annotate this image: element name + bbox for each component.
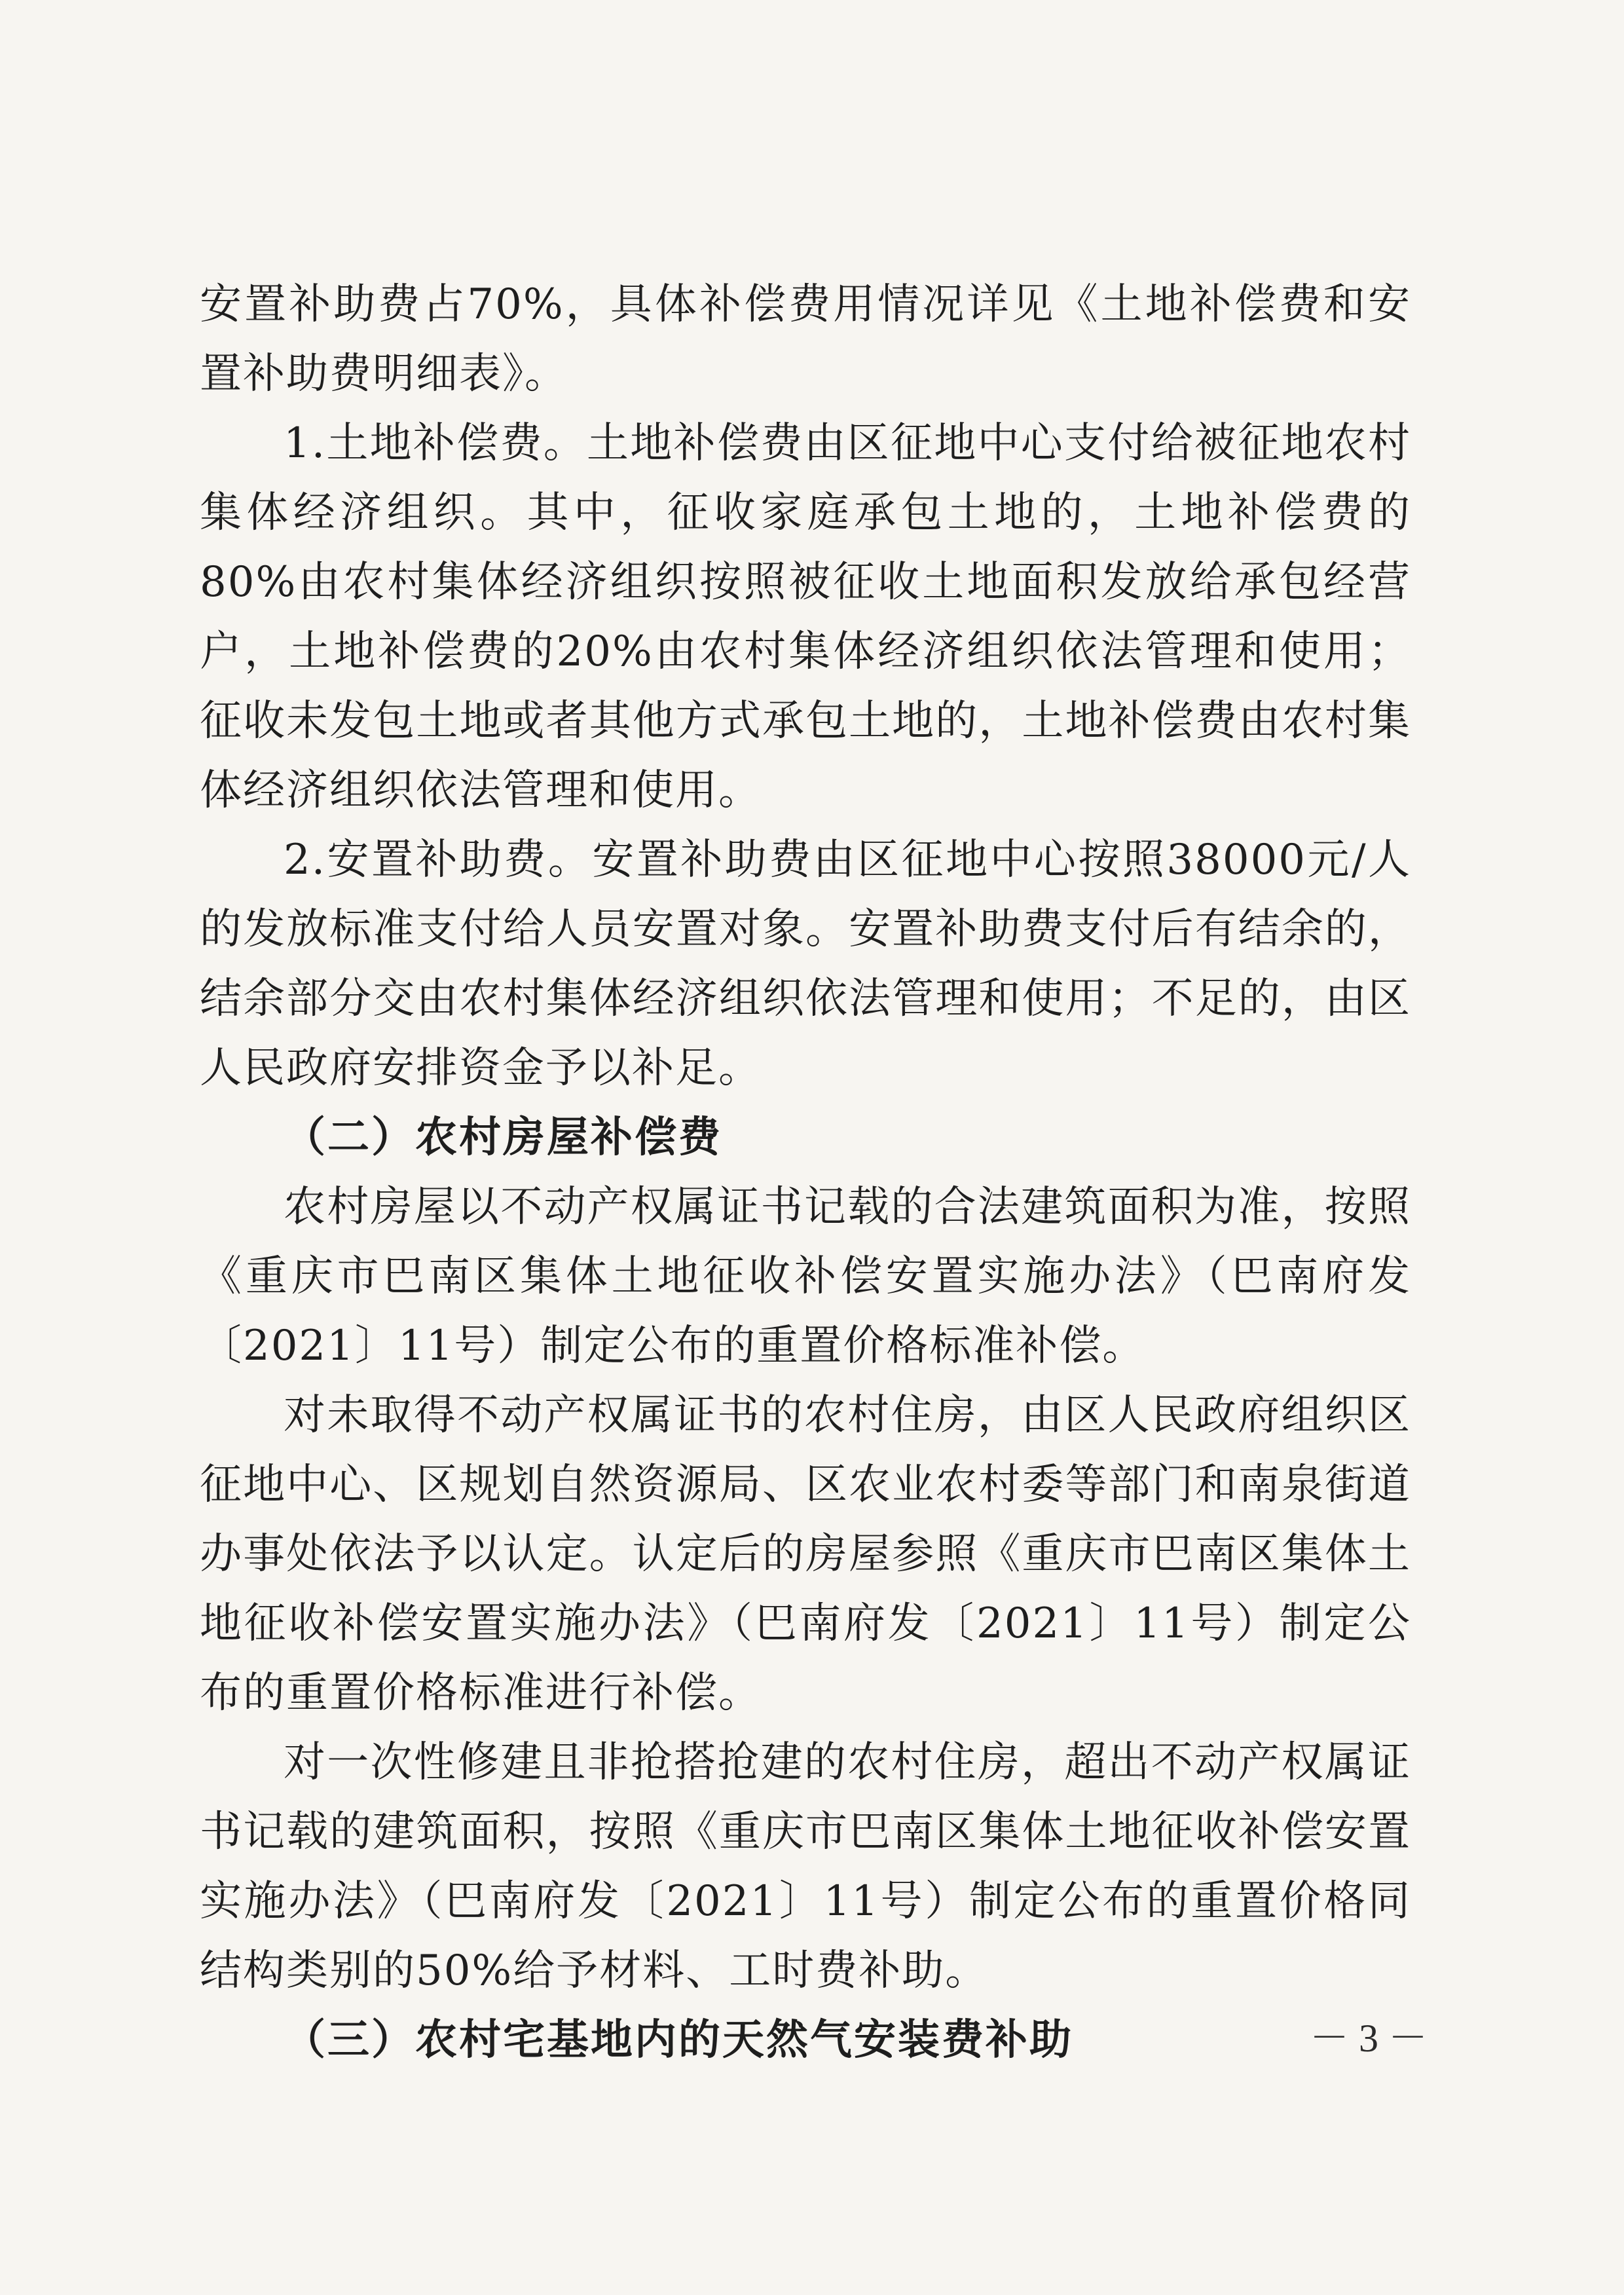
- paragraph-excess-area: 对一次性修建且非抢搭抢建的农村住房，超出不动产权属证书记载的建筑面积，按照《重庆市巴南区集体土地征收补偿安置实施办法》（巴南府发〔2021〕11号）制定公布的重置价格同结构类别的50%给予材料、工时费补助。: [200, 1738, 1411, 1995]
- document-body: [200, 270, 1411, 2075]
- paragraph-uncertified-housing: 对未取得不动产权属证书的农村住房，由区人民政府组织区征地中心、区规划自然资源局、区农业农村委等部门和南泉街道办事处依法予以认定。认定后的房屋参照《重庆市巴南区集体土地征收补偿安置实施办法》（巴南府发〔2021〕11号）制定公布的重置价格标准进行补偿。: [200, 1391, 1411, 1717]
- paragraph-land-compensation: 1.土地补偿费。土地补偿费由区征地中心支付给被征地农村集体经济组织。其中，征收家庭承包土地的，土地补偿费的80%由农村集体经济组织按照被征收土地面积发放给承包经营户，土地补偿费的20%由农村集体经济组织依法管理和使用；征收未发包土地或者其他方式承包土地的，土地补偿费由农村集体经济组织依法管理和使用。: [200, 419, 1411, 815]
- section-heading-house-compensation: （二）农村房屋补偿费: [284, 1113, 722, 1162]
- paragraph-house-standard: 农村房屋以不动产权属证书记载的合法建筑面积为准，按照《重庆市巴南区集体土地征收补偿安置实施办法》（巴南府发〔2021〕11号）制定公布的重置价格标准补偿。: [200, 1183, 1411, 1370]
- page-number: － 3 －: [1310, 2017, 1428, 2060]
- section-heading-gas-subsidy: （三）农村宅基地内的天然气安装费补助: [284, 2016, 1073, 2064]
- paragraph-continuation: 安置补助费占70%，具体补偿费用情况详见《土地补偿费和安置补助费明细表》。: [200, 280, 1411, 398]
- paragraph-resettlement-subsidy: 2.安置补助费。安置补助费由区征地中心按照38000元/人的发放标准支付给人员安置对象。安置补助费支付后有结余的，结余部分交由农村集体经济组织依法管理和使用；不足的，由区人民政府安排资金予以补足。: [200, 836, 1411, 1092]
